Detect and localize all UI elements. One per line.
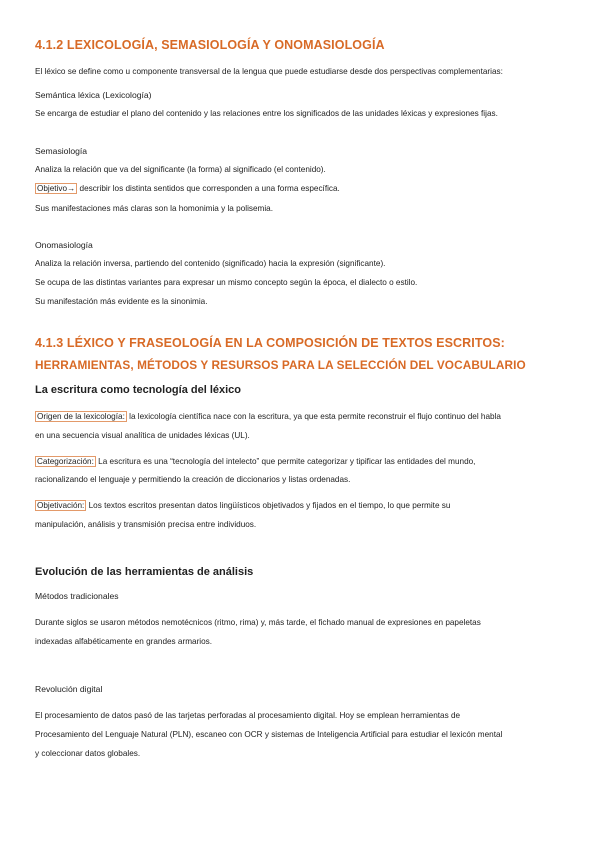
semasiologia-line-3: Sus manifestaciones más claras son la homonimia y la polisemia. [35, 204, 273, 213]
objetivo-line [35, 183, 340, 194]
intro-paragraph: El léxico se define como u componente transversal de la lengua que puede estudiarse desde dos perspectivas complementarias: [35, 67, 503, 76]
origen-line-1: Origen de la lexicología: la lexicología científica nace con la escritura, ya que esta permite reconstruir el flujo continuo del habla [37, 412, 501, 421]
revolucion-line-1: El procesamiento de datos pasó de las tarjetas perforadas al procesamiento digital. Hoy se emplean herramientas de [35, 711, 461, 720]
revolucion-heading: Revolución digital [35, 684, 103, 694]
evolucion-heading: Evolución de las herramientas de análisis [35, 566, 254, 578]
metodos-line-1: Durante siglos se usaron métodos nemotécnicos (ritmo, rima) y, más tarde, el fichado manual de expresiones en papeletas [35, 618, 481, 627]
semantica-heading: Semántica léxica (Lexicología) [35, 90, 152, 100]
objetivo-text: describir los distinta sentidos que corresponden a una forma específica. [77, 184, 340, 193]
revolucion-line-2: Procesamiento del Lenguaje Natural (PLN), escaneo con OCR y sistemas de Inteligencia Artificial para estudiar el lexicón mental [35, 730, 503, 739]
origen-label: Origen de la lexicología: [37, 412, 125, 421]
semantica-paragraph: Se encarga de estudiar el plano del contenido y las relaciones entre los significados de las unidades léxicas y expresiones fijas. [35, 109, 498, 118]
objetivacion-line-1: Objetivación: Los textos escritos presentan datos lingüísticos objetivados y fijados en el tiempo, lo que permite su [37, 501, 451, 510]
origen-line-2: en una secuencia visual analítica de unidades léxicas (UL). [35, 431, 250, 440]
objetivacion-label: Objetivación: [37, 501, 85, 510]
semasiologia-line-1: Analiza la relación que va del significante (la forma) al significado (el contenido). [35, 165, 326, 174]
section-title-4-1-3: 4.1.3 LÉXICO Y FRASEOLOGÍA EN LA COMPOSICIÓN DE TEXTOS ESCRITOS: [35, 336, 505, 350]
categorizacion-line-2: racionalizando el lenguaje y permitiendo la creación de diccionarios y listas ordenadas. [35, 475, 351, 484]
categorizacion-line-1: Categorización: La escritura es una “tecnología del intelecto” que permite categorizar y tipificar las entidades del mundo, [37, 457, 476, 466]
section-subtitle-4-1-3: HERRAMIENTAS, MÉTODOS Y RESURSOS PARA LA SELECCIÓN DEL VOCABULARIO [35, 358, 526, 372]
onomasiologia-line-1: Analiza la relación inversa, partiendo del contenido (significado) hacia la expresión (significante). [35, 259, 386, 268]
metodos-line-2: indexadas alfabéticamente en grandes armarios. [35, 637, 213, 646]
section-title-4-1-2: 4.1.2 LEXICOLOGÍA, SEMASIOLOGÍA Y ONOMASIOLOGÍA [35, 38, 385, 52]
categorizacion-label: Categorización: [37, 457, 94, 466]
objetivo-label: Objetivo→ [37, 184, 76, 193]
metodos-heading: Métodos tradicionales [35, 591, 119, 601]
revolucion-line-3: y coleccionar datos globales. [35, 749, 141, 758]
onomasiologia-line-2: Se ocupa de las distintas variantes para expresar un mismo concepto según la época, el dialecto o estilo. [35, 278, 418, 287]
onomasiologia-heading: Onomasiología [35, 240, 93, 250]
onomasiologia-line-3: Su manifestación más evidente es la sinonimia. [35, 297, 208, 306]
objetivacion-line-2: manipulación, análisis y transmisión precisa entre individuos. [35, 520, 257, 529]
semasiologia-heading: Semasiología [35, 146, 88, 156]
escritura-heading: La escritura como tecnología del léxico [35, 384, 242, 396]
